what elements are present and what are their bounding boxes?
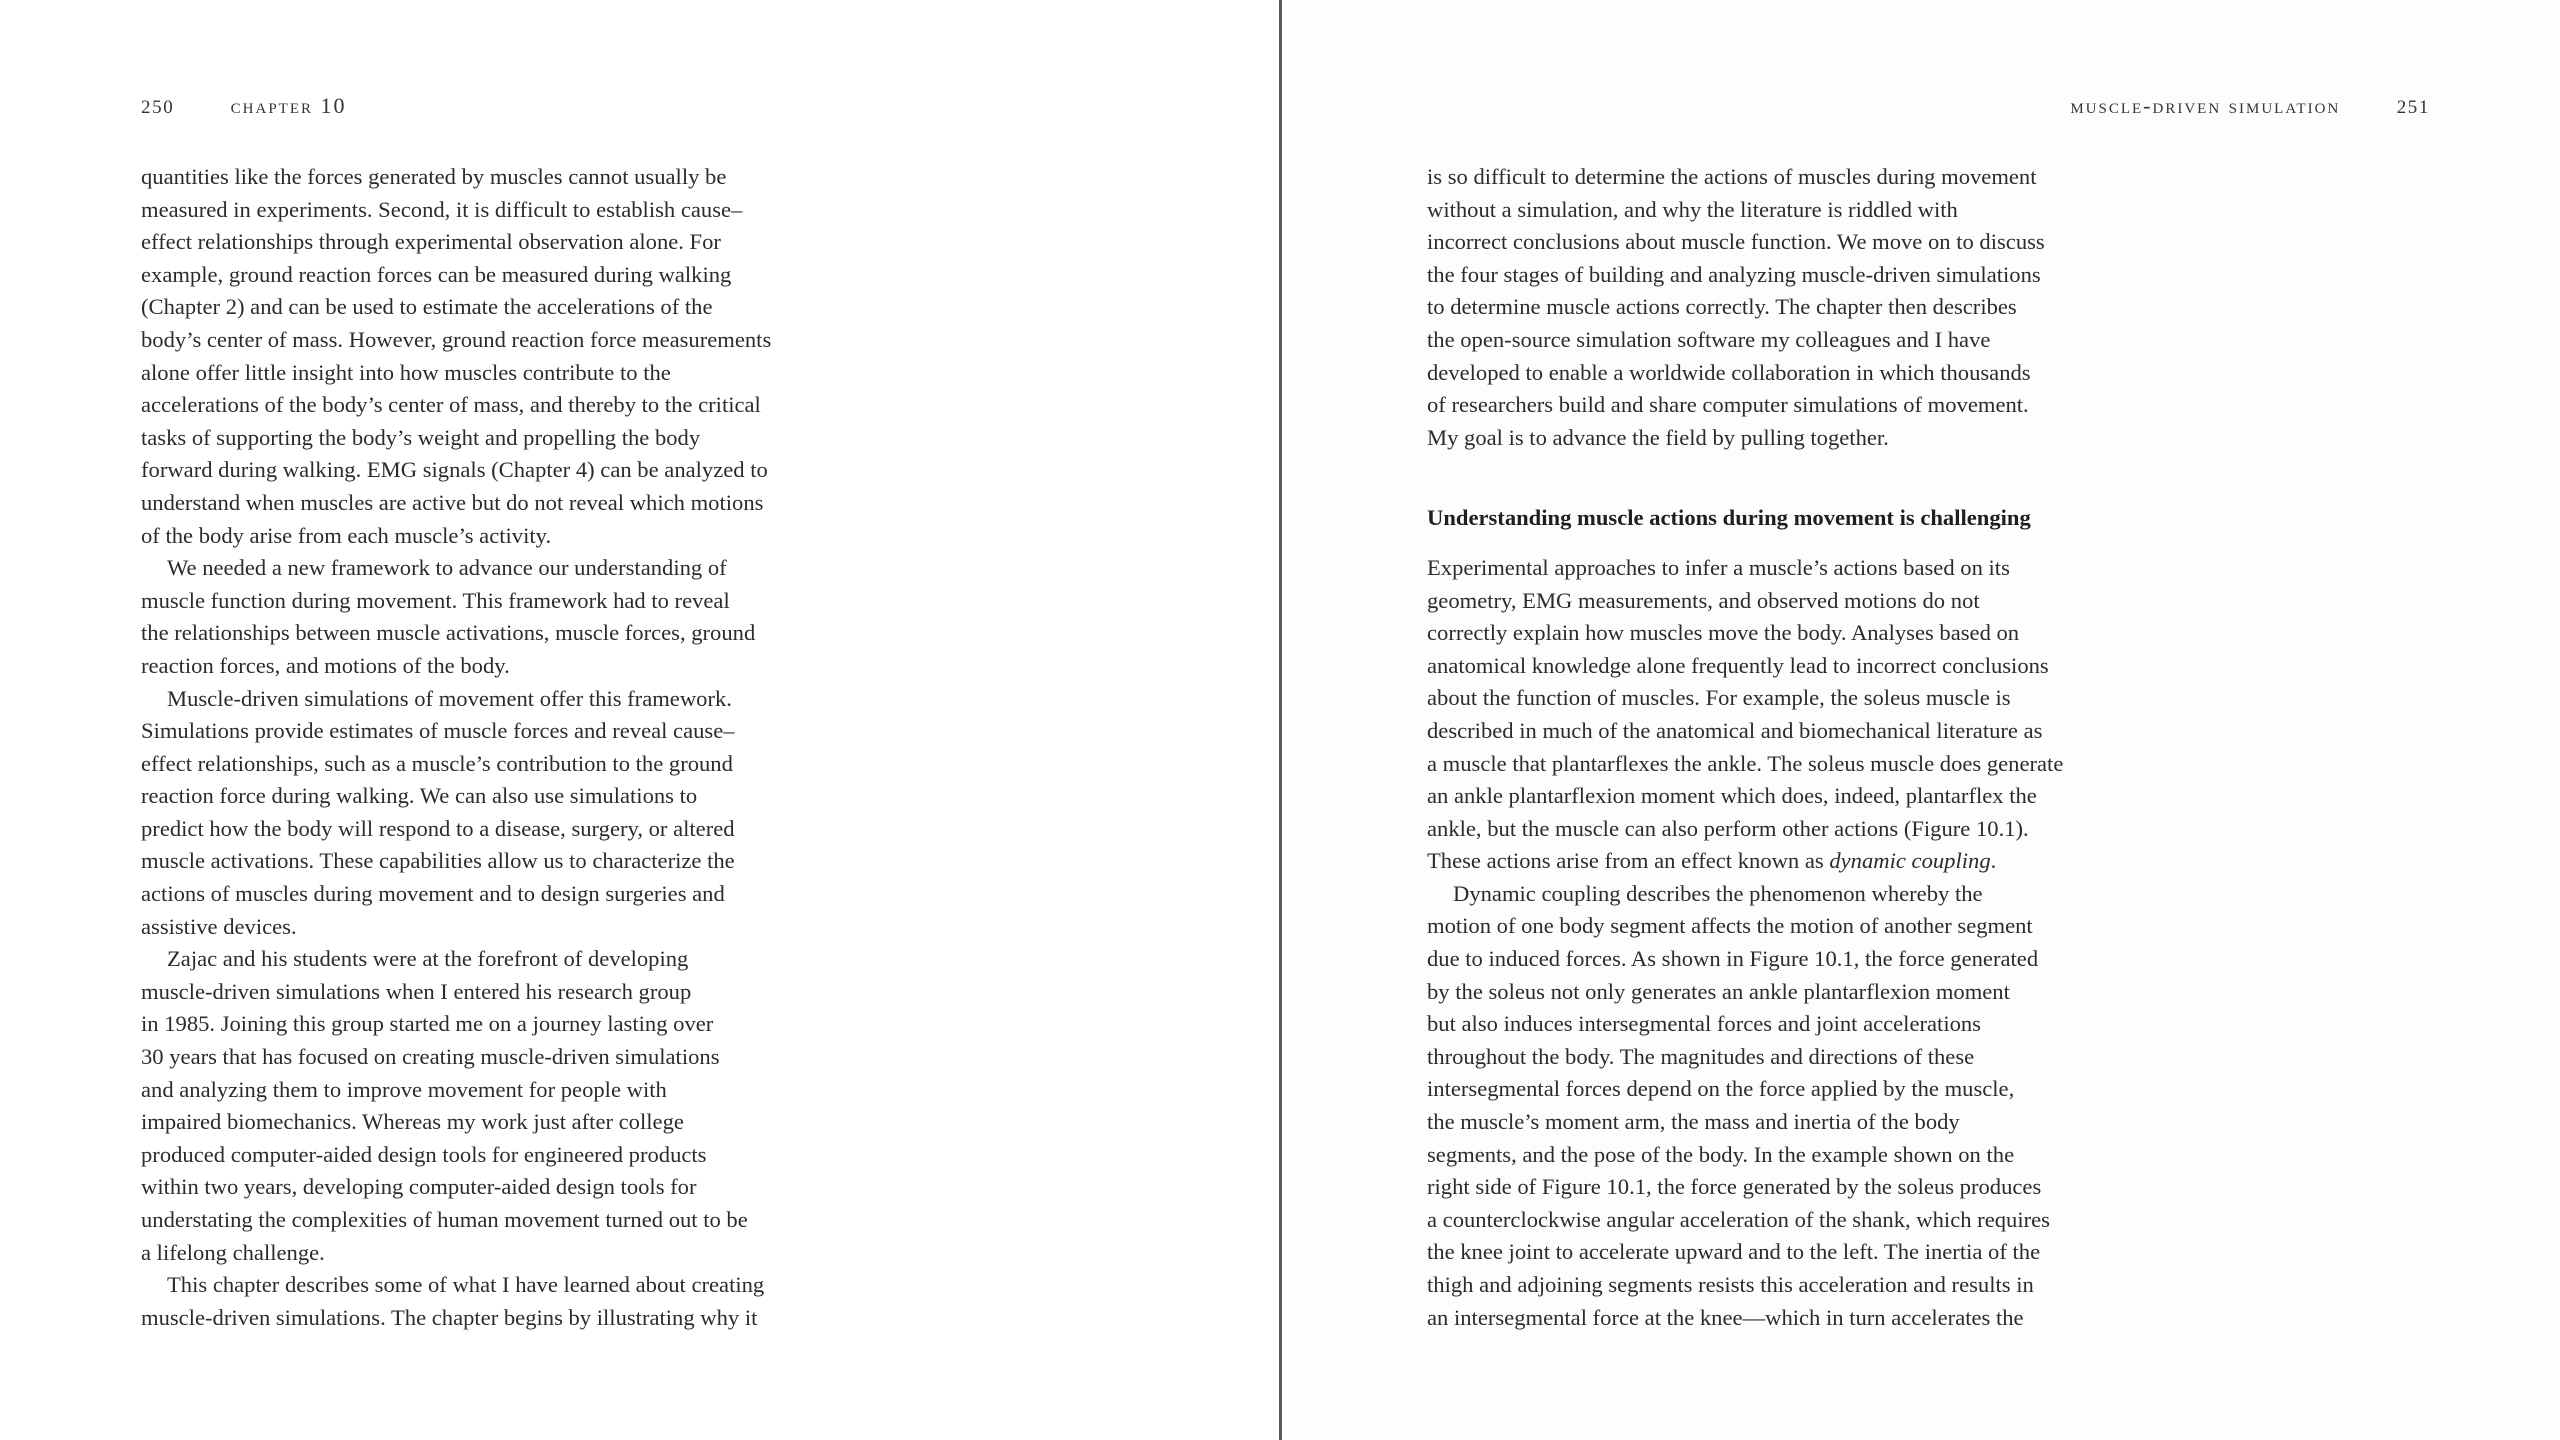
section-paragraph [1427, 552, 2087, 845]
text-line: Experimental approaches to infer a muscle’s actions based on its [1427, 554, 2010, 580]
text-line: actions of muscles during movement and to design surgeries and [141, 881, 725, 907]
text-line: an intersegmental force at the knee—which in turn accelerates the [1427, 1304, 2024, 1330]
text-line: incorrect conclusions about muscle function. We move on to discuss [1427, 229, 2045, 255]
emphasized-term: dynamic coupling [1829, 848, 1991, 874]
text-line: Simulations provide estimates of muscle forces and reveal cause– [141, 718, 735, 744]
text-line: muscle-driven simulations when I entered his research group [141, 978, 692, 1004]
text-line [1427, 845, 2087, 878]
text-line: to determine muscle actions correctly. The chapter then describes [1427, 294, 2017, 320]
right-page-number: 251 [2396, 97, 2430, 118]
text-line: a counterclockwise angular acceleration of the shank, which requires [1427, 1206, 2050, 1232]
text-line: but also induces intersegmental forces and joint accelerations [1427, 1011, 1981, 1037]
text-line: the open-source simulation software my colleagues and I have [1427, 326, 1991, 352]
text-line: predict how the body will respond to a disease, surgery, or altered [141, 815, 735, 841]
text-line: understand when muscles are active but do not reveal which motions [141, 489, 764, 515]
left-page-number: 250 [141, 97, 175, 118]
left-running-head [141, 93, 347, 119]
text-line: and analyzing them to improve movement for people with [141, 1076, 667, 1102]
text-line: ankle, but the muscle can also perform other actions (Figure 10.1). [1427, 815, 2029, 841]
text-line: muscle function during movement. This framework had to reveal [141, 587, 730, 613]
text-line: throughout the body. The magnitudes and directions of these [1427, 1043, 1975, 1069]
text-line: an ankle plantarflexion moment which does, indeed, plantarflex the [1427, 783, 2037, 809]
text-line: understating the complexities of human movement turned out to be [141, 1207, 748, 1232]
left-text-column [141, 161, 801, 1334]
text-line: body’s center of mass. However, ground reaction force measurements [141, 326, 772, 352]
text-line: the four stages of building and analyzing muscle-driven simulations [1427, 261, 2041, 287]
continuation-paragraph [1427, 878, 2087, 1334]
text-line: described in much of the anatomical and biomechanical literature as [1427, 717, 2043, 743]
section-running-title: muscle-driven simulation [2070, 93, 2341, 118]
text-span: . [1990, 848, 1997, 874]
text-line: geometry, EMG measurements, and observed motions do not [1427, 587, 1980, 613]
text-line: the relationships between muscle activations, muscle forces, ground [141, 620, 756, 646]
text-line: about the function of muscles. For example, the soleus muscle is [1427, 685, 2011, 711]
right-running-head [2070, 93, 2430, 119]
text-line: muscle activations. These capabilities allow us to characterize the [141, 848, 735, 874]
text-line: Dynamic coupling describes the phenomenon whereby the [1453, 880, 1983, 906]
text-line: We needed a new framework to advance our understanding of [167, 555, 727, 581]
text-line: correctly explain how muscles move the body. Analyses based on [1427, 620, 2020, 646]
text-line: example, ground reaction forces can be measured during walking [141, 261, 732, 287]
text-line: alone offer little insight into how muscles contribute to the [141, 359, 671, 385]
text-line: 30 years that has focused on creating muscle-driven simulations [141, 1044, 720, 1070]
text-line: motion of one body segment affects the motion of another segment [1427, 913, 2033, 939]
chapter-label: chapter 10 [230, 93, 347, 118]
text-line: My goal is to advance the field by pulling together. [1427, 424, 1889, 450]
text-line: reaction force during walking. We can also use simulations to [141, 783, 698, 809]
text-line: Zajac and his students were at the forefront of developing [167, 946, 689, 972]
text-line: segments, and the pose of the body. In the example shown on the [1427, 1141, 2015, 1167]
text-line: thigh and adjoining segments resists this acceleration and results in [1427, 1272, 2034, 1297]
text-line: reaction forces, and motions of the body. [141, 652, 510, 678]
text-line: effect relationships through experimental observation alone. For [141, 229, 721, 255]
text-line: is so difficult to determine the actions of muscles during movement [1427, 164, 2037, 189]
text-line: the muscle’s moment arm, the mass and inertia of the body [1427, 1109, 1960, 1135]
text-line: Muscle-driven simulations of movement offer this framework. [167, 685, 732, 711]
left-page [0, 0, 1279, 1440]
text-line: (Chapter 2) and can be used to estimate the accelerations of the [141, 294, 713, 320]
right-text-column [1427, 161, 2087, 1334]
text-line: quantities like the forces generated by muscles cannot usually be [141, 164, 727, 189]
text-line: within two years, developing computer-aided design tools for [141, 1174, 697, 1200]
text-line: effect relationships, such as a muscle’s contribution to the ground [141, 750, 733, 776]
text-line: impaired biomechanics. Whereas my work just after college [141, 1109, 684, 1135]
text-line: produced computer-aided design tools for engineered products [141, 1141, 707, 1167]
text-span: These actions arise from an effect known as [1427, 848, 1830, 874]
text-line: of the body arise from each muscle’s activity. [141, 522, 552, 548]
text-line: measured in experiments. Second, it is difficult to establish cause– [141, 196, 743, 222]
text-line: accelerations of the body’s center of mass, and thereby to the critical [141, 392, 761, 418]
text-line: by the soleus not only generates an ankle plantarflexion moment [1427, 978, 2010, 1004]
text-line: the knee joint to accelerate upward and to the left. The inertia of the [1427, 1239, 2041, 1265]
text-line: a muscle that plantarflexes the ankle. The soleus muscle does generate [1427, 750, 2064, 776]
text-line: of researchers build and share computer simulations of movement. [1427, 392, 2029, 418]
text-line: right side of Figure 10.1, the force generated by the soleus produces [1427, 1174, 2042, 1200]
section-heading: Understanding muscle actions during movement is challenging [1427, 505, 2031, 531]
text-line: anatomical knowledge alone frequently lead to incorrect conclusions [1427, 652, 2049, 678]
text-line: without a simulation, and why the literature is riddled with [1427, 196, 1958, 222]
text-line: due to induced forces. As shown in Figure 10.1, the force generated [1427, 946, 2039, 972]
right-page [1282, 0, 2560, 1440]
text-line: tasks of supporting the body’s weight and propelling the body [141, 424, 701, 450]
text-line: This chapter describes some of what I have learned about creating [167, 1272, 765, 1298]
text-line: in 1985. Joining this group started me on a journey lasting over [141, 1011, 714, 1037]
text-line: developed to enable a worldwide collaboration in which thousands [1427, 359, 2031, 385]
intro-paragraph [1427, 161, 2087, 454]
text-line: intersegmental forces depend on the force applied by the muscle, [1427, 1076, 2015, 1102]
text-line: assistive devices. [141, 913, 297, 939]
text-line: muscle-driven simulations. The chapter begins by illustrating why it [141, 1304, 758, 1330]
text-line: forward during walking. EMG signals (Chapter 4) can be analyzed to [141, 457, 768, 483]
text-line: a lifelong challenge. [141, 1239, 325, 1265]
